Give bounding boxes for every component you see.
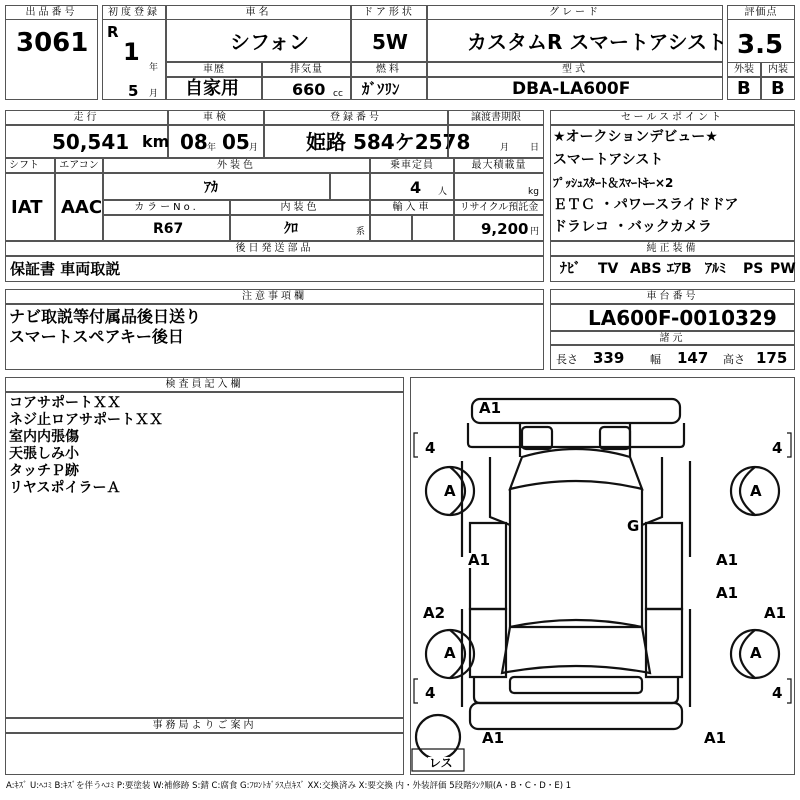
transfer-day-unit: 日: [530, 143, 540, 153]
exterior-grade: B: [737, 78, 751, 99]
lot-number-label: 出品番号: [5, 5, 98, 20]
length: 339: [593, 349, 625, 367]
tread-front-left: 4: [425, 439, 436, 457]
mileage-unit: km: [142, 132, 170, 151]
equip-navi: ﾅﾋﾞ: [560, 261, 581, 277]
lot-number: 3061: [16, 28, 89, 58]
mark-quarter-right: A1: [764, 604, 787, 622]
interior-color-unit: 系: [356, 227, 366, 237]
inspector-label: 検査員記入欄: [5, 377, 404, 392]
mark-quarter-left: A2: [423, 604, 446, 622]
height: 175: [756, 349, 788, 367]
tread-front-right: 4: [772, 439, 783, 457]
registration-year: 1: [123, 38, 140, 66]
sales-point-1: ★オークションデビュー★: [553, 129, 718, 145]
sales-point-5: ドラレコ ・バックカメラ: [553, 219, 712, 235]
mark-tire-front-left: A: [444, 482, 456, 500]
body-sides-front: [462, 461, 690, 557]
inspector-note-2: ネジ止ロアサポートＸＸ: [9, 412, 163, 428]
era: R: [107, 23, 119, 41]
note-1: ナビ取説等付属品後日送り: [9, 307, 202, 326]
import-box-1: [370, 215, 412, 241]
width: 147: [677, 349, 709, 367]
aircon-label: エアコン: [55, 158, 103, 173]
sales-point-2: スマートアシスト: [553, 152, 664, 168]
mark-tire-rear-left: A: [444, 644, 456, 662]
note-2: スマートスペアキー後日: [9, 327, 184, 346]
mileage-label: 走行: [5, 110, 168, 125]
displacement-unit: cc: [333, 89, 343, 99]
windshield-outline: [510, 449, 642, 489]
grade: カスタムR スマートアシスト: [467, 30, 727, 54]
aircon: AAC: [61, 197, 103, 218]
headlight-right: [600, 427, 630, 449]
model-code: DBA-LA600F: [512, 79, 631, 99]
roof-outline: [510, 489, 642, 627]
a-pillars: [490, 457, 662, 525]
transfer-month-unit: 月: [500, 143, 510, 153]
door-type-label: ドア形状: [351, 5, 427, 20]
transfer-deadline-box: [448, 125, 544, 158]
legend: A:ｷｽﾞ U:ﾍｺﾐ B:ｷｽﾞを伴うﾍｺﾐ P:要塗装 W:補修跡 S:錆 C:腐食 G:ﾌﾛﾝﾄｶﾞﾗｽ点ｷｽﾞ XX:交換済み X:要交換 内・外装評価 5段階ﾗﾝｸ順(A・B・C・D・E) 1: [6, 781, 572, 791]
interior-color-box: [230, 215, 370, 241]
inspector-note-1: コアサポートＸＸ: [9, 395, 121, 411]
mark-tire-front-right: A: [750, 482, 762, 500]
mark-front-top: A1: [479, 399, 502, 417]
month-unit: 月: [149, 89, 159, 99]
interior-grade: B: [771, 78, 785, 99]
first-registration-label: 初度登録: [102, 5, 166, 20]
length-label: 長さ: [556, 353, 578, 366]
equip-tv: TV: [598, 261, 619, 277]
interior-color-label: 内装色: [230, 200, 370, 215]
registration-month: 5: [128, 82, 139, 100]
color-number: R67: [153, 221, 184, 237]
payload-unit: kg: [528, 187, 539, 197]
shift: IAT: [11, 197, 43, 218]
inspection-year-unit: 年: [207, 143, 217, 153]
equipment-label: 純正装備: [550, 241, 795, 256]
fuel: ｶﾞｿﾘﾝ: [362, 80, 400, 98]
inspector-note-5: タッチＰ跡: [9, 463, 79, 479]
inspector-note-4: 天張しみ小: [9, 446, 79, 462]
equip-ps: PS: [743, 261, 764, 277]
chassis-label: 車台番号: [550, 289, 795, 304]
recycle-unit: 円: [530, 227, 540, 237]
exterior-color-label: 外装色: [103, 158, 370, 173]
equip-pw: PW: [770, 261, 796, 277]
tread-brackets-rear: [414, 679, 791, 703]
inspector-note-6: リヤスポイラーＡ: [9, 480, 121, 496]
shift-label: シフト: [5, 158, 55, 173]
headlight-left: [522, 427, 552, 449]
tailgate-outline: [474, 677, 678, 703]
sales-point-4: ＥＴＣ ・パワースライドドア: [553, 197, 739, 213]
sales-point-3: ﾌﾟｯｼｭｽﾀｰﾄ＆ｽﾏｰﾄｷｰ×2: [553, 176, 674, 190]
spare-tire-status: レス: [429, 756, 453, 770]
tread-rear-right: 4: [772, 684, 783, 702]
rear-bumper-outline: [470, 703, 682, 729]
office-label: 事務局よりご案内: [5, 718, 404, 733]
width-label: 幅: [650, 353, 661, 366]
front-doors: [470, 523, 682, 609]
mark-bumper-rear-right: A1: [704, 729, 727, 747]
inspection-year: 08: [180, 130, 208, 154]
grade-label: グレード: [427, 5, 723, 20]
door-type: 5W: [372, 30, 408, 54]
tread-brackets-front: [414, 433, 791, 457]
capacity: 4: [410, 178, 422, 197]
fuel-label: 燃料: [351, 62, 427, 77]
mark-roof: G: [627, 517, 640, 535]
exterior-color-extra: [330, 173, 370, 200]
capacity-unit: 人: [438, 187, 448, 197]
exterior-label: 外装: [727, 62, 761, 77]
equip-airbag: ｴｱB: [667, 261, 692, 277]
chassis-number: LA600F-0010329: [588, 306, 777, 330]
recycle-fee: 9,200: [481, 220, 529, 238]
mark-rear-right: A1: [716, 584, 739, 602]
front-bumper-outline: [472, 399, 680, 423]
specs-label: 諸元: [550, 331, 795, 345]
score-label: 評価点: [727, 5, 795, 20]
inspection-label: 車検: [168, 110, 264, 125]
equip-abs: ABS: [630, 261, 662, 277]
vehicle-history: 自家用: [185, 78, 239, 99]
mark-door-left: A1: [468, 551, 491, 569]
recycle-label: リサイクル預託金: [454, 200, 544, 215]
inspection-month: 05: [222, 130, 250, 154]
mark-door-right: A1: [716, 551, 739, 569]
wheel-arches: [450, 467, 755, 678]
mark-tire-rear-right: A: [750, 644, 762, 662]
car-name: シフォン: [230, 30, 309, 54]
import-box-2: [412, 215, 454, 241]
notes-label: 注意事項欄: [5, 289, 544, 304]
mark-bumper-rear-left: A1: [482, 729, 505, 747]
tailgate-handle: [510, 677, 642, 693]
year-unit: 年: [149, 63, 159, 73]
car-name-label: 車名: [166, 5, 351, 20]
registration-number: 姫路 584ケ2578: [306, 130, 471, 154]
office-box: [5, 733, 404, 775]
capacity-label: 乗車定員: [370, 158, 454, 173]
mileage: 50,541: [52, 130, 130, 154]
transfer-deadline-label: 譲渡書期限: [448, 110, 544, 125]
color-number-label: カラーNo.: [103, 200, 230, 215]
tread-rear-left: 4: [425, 684, 436, 702]
import-label: 輸入車: [370, 200, 454, 215]
displacement: 660: [292, 80, 326, 99]
exterior-color: ｱｶ: [204, 180, 218, 196]
score: 3.5: [737, 30, 784, 60]
model-label: 型式: [427, 62, 723, 77]
inspector-note-3: 室内内張傷: [9, 429, 79, 445]
registration-number-label: 登録番号: [264, 110, 448, 125]
spare-tire-outline: [416, 715, 460, 759]
sales-points-label: セールスポイント: [550, 110, 795, 125]
displacement-label: 排気量: [262, 62, 351, 77]
car-damage-diagram: [410, 377, 795, 775]
interior-color: ｸﾛ: [284, 221, 298, 237]
interior-label: 内装: [761, 62, 795, 77]
hood-outline: [468, 423, 684, 447]
inspection-month-unit: 月: [249, 143, 259, 153]
history-label: 車歴: [166, 62, 262, 77]
payload-label: 最大積載量: [454, 158, 544, 173]
equip-alloy: ｱﾙﾐ: [705, 261, 726, 277]
height-label: 高さ: [723, 353, 745, 366]
later-parts-label: 後日発送部品: [5, 241, 544, 256]
later-parts: 保証書 車両取説: [10, 260, 121, 278]
